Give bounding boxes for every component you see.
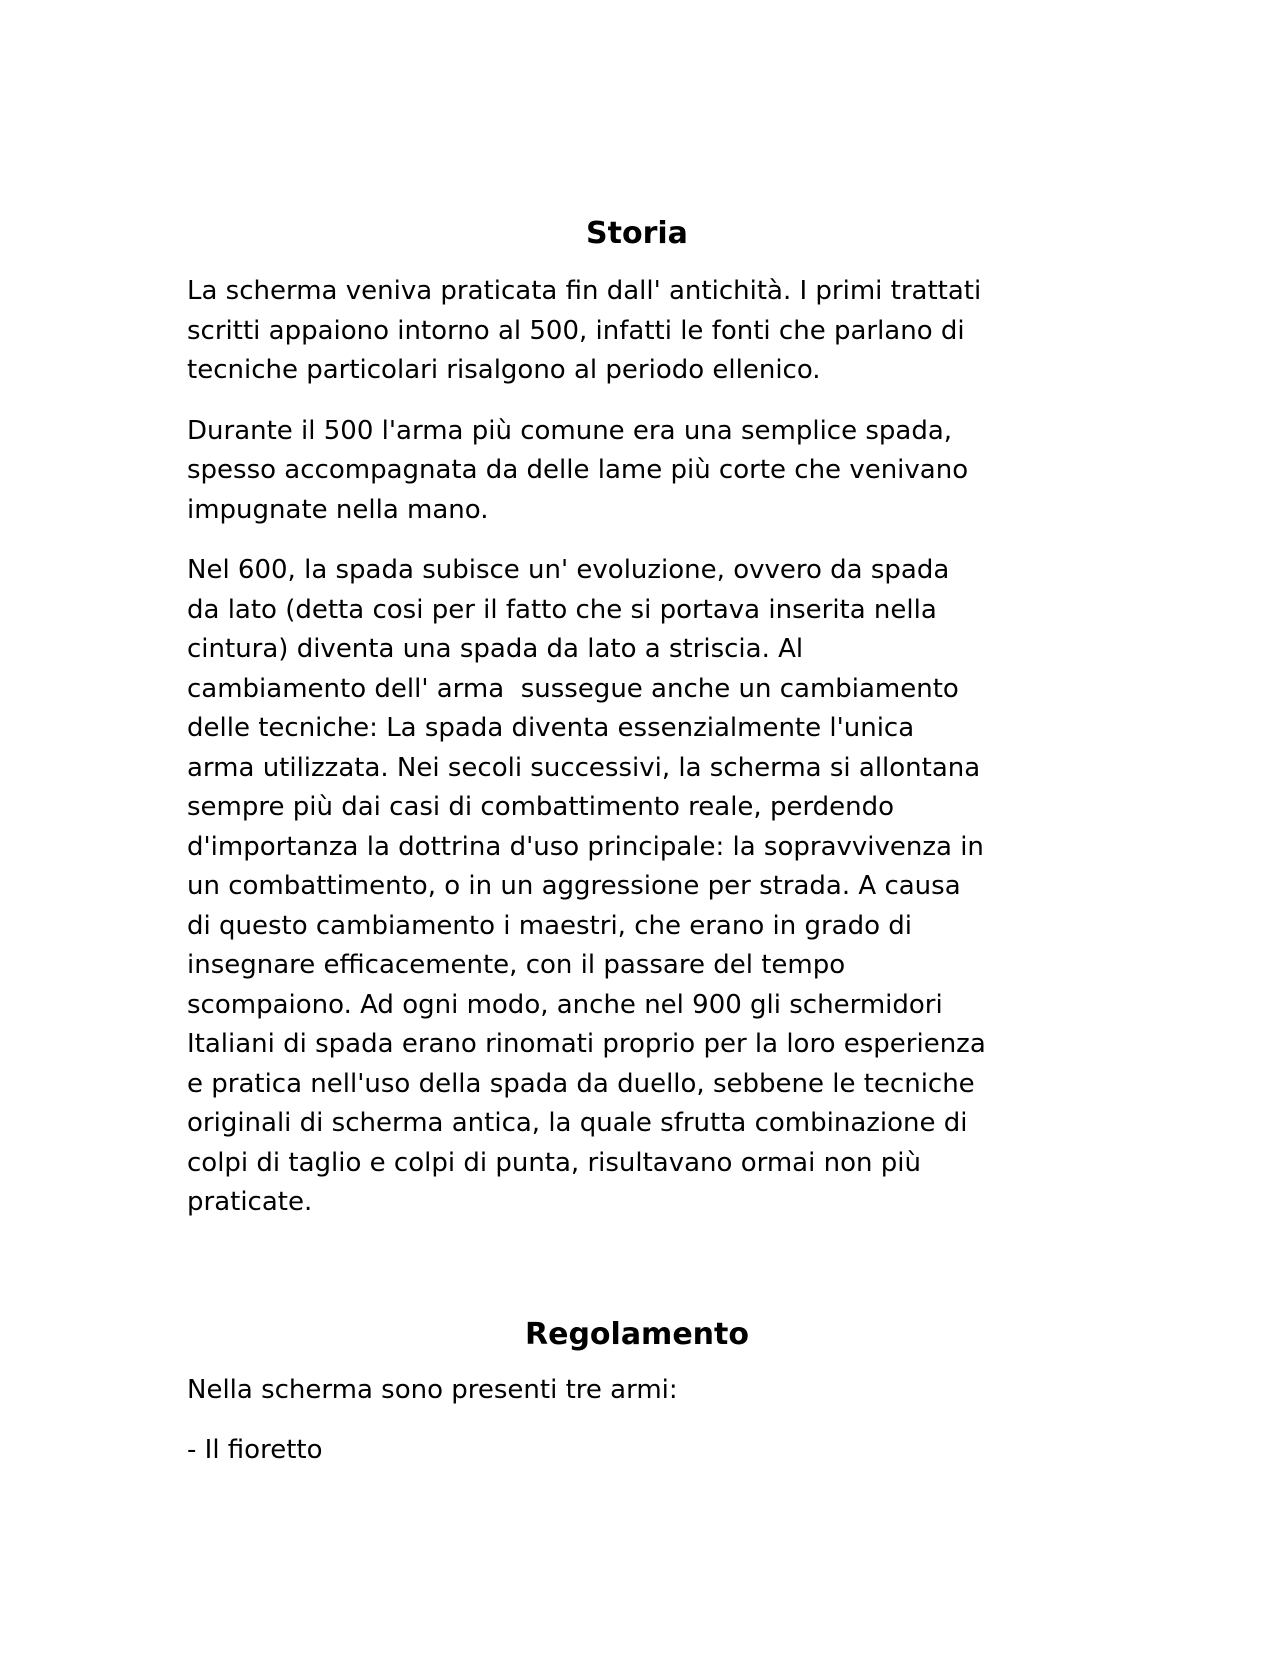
text-line: cambiamento dell' arma sussegue anche un cambiamento [187,673,959,704]
text-line: spesso accompagnata da delle lame più corte che venivano [187,455,969,485]
text-line: originali di scherma antica, la quale sfrutta combinazione di [187,1108,968,1138]
text-line: insegnare efficacemente, con il passare del tempo [187,950,846,980]
text-line: scritti appaiono intorno al 500, infatti le fonti che parlano di [187,315,965,346]
text-line: Durante il 500 l'arma più comune era una semplice spada, [187,415,953,446]
document-page [187,212,1087,1492]
text-line: sempre più dai casi di combattimento reale, perdendo [187,792,895,822]
text-line: cintura) diventa una spada da lato a striscia. Al [187,634,804,664]
text-line: delle tecniche: La spada diventa essenzialmente l'unica [187,713,915,743]
section-heading-regolamento: Regolamento [525,1316,749,1352]
text-line: da lato (detta cosi per il fatto che si portava inserita nella [187,594,937,625]
section-heading-storia: Storia [586,216,688,251]
paragraph-regolamento-1 [187,1371,1087,1411]
text-line: Italiani di spada erano rinomati proprio per la loro esperienza [187,1029,986,1059]
text-line: impugnate nella mano. [187,494,489,525]
text-line: un combattimento, o in un aggressione per strada. A causa [187,871,961,901]
text-line: La scherma veniva praticata fin dall' antichità. I primi trattati [187,276,982,306]
paragraph-storia-1 [187,272,1087,391]
text-line: colpi di taglio e colpi di punta, risultavano ormai non più [187,1147,921,1178]
list-item-fioretto [187,1431,1087,1471]
text-line: - Il fioretto [187,1435,323,1465]
text-line: arma utilizzata. Nei secoli successivi, la scherma si allontana [187,752,981,783]
text-line: d'importanza la dottrina d'uso principale: la sopravvivenza in [187,831,984,862]
text-line: Nella scherma sono presenti tre armi: [187,1374,678,1405]
text-line: Nel 600, la spada subisce un' evoluzione, ovvero da spada [187,555,950,585]
text-line: tecniche particolari risalgono al periodo ellenico. [187,355,821,385]
text-line: di questo cambiamento i maestri, che erano in grado di [187,910,912,941]
paragraph-storia-2 [187,412,1087,531]
text-line: scompaiono. Ad ogni modo, anche nel 900 gli schermidori [187,989,943,1020]
paragraph-storia-3 [187,551,1087,1223]
text-line: praticate. [187,1187,313,1217]
text-line: e pratica nell'uso della spada da duello, sebbene le tecniche [187,1068,975,1099]
